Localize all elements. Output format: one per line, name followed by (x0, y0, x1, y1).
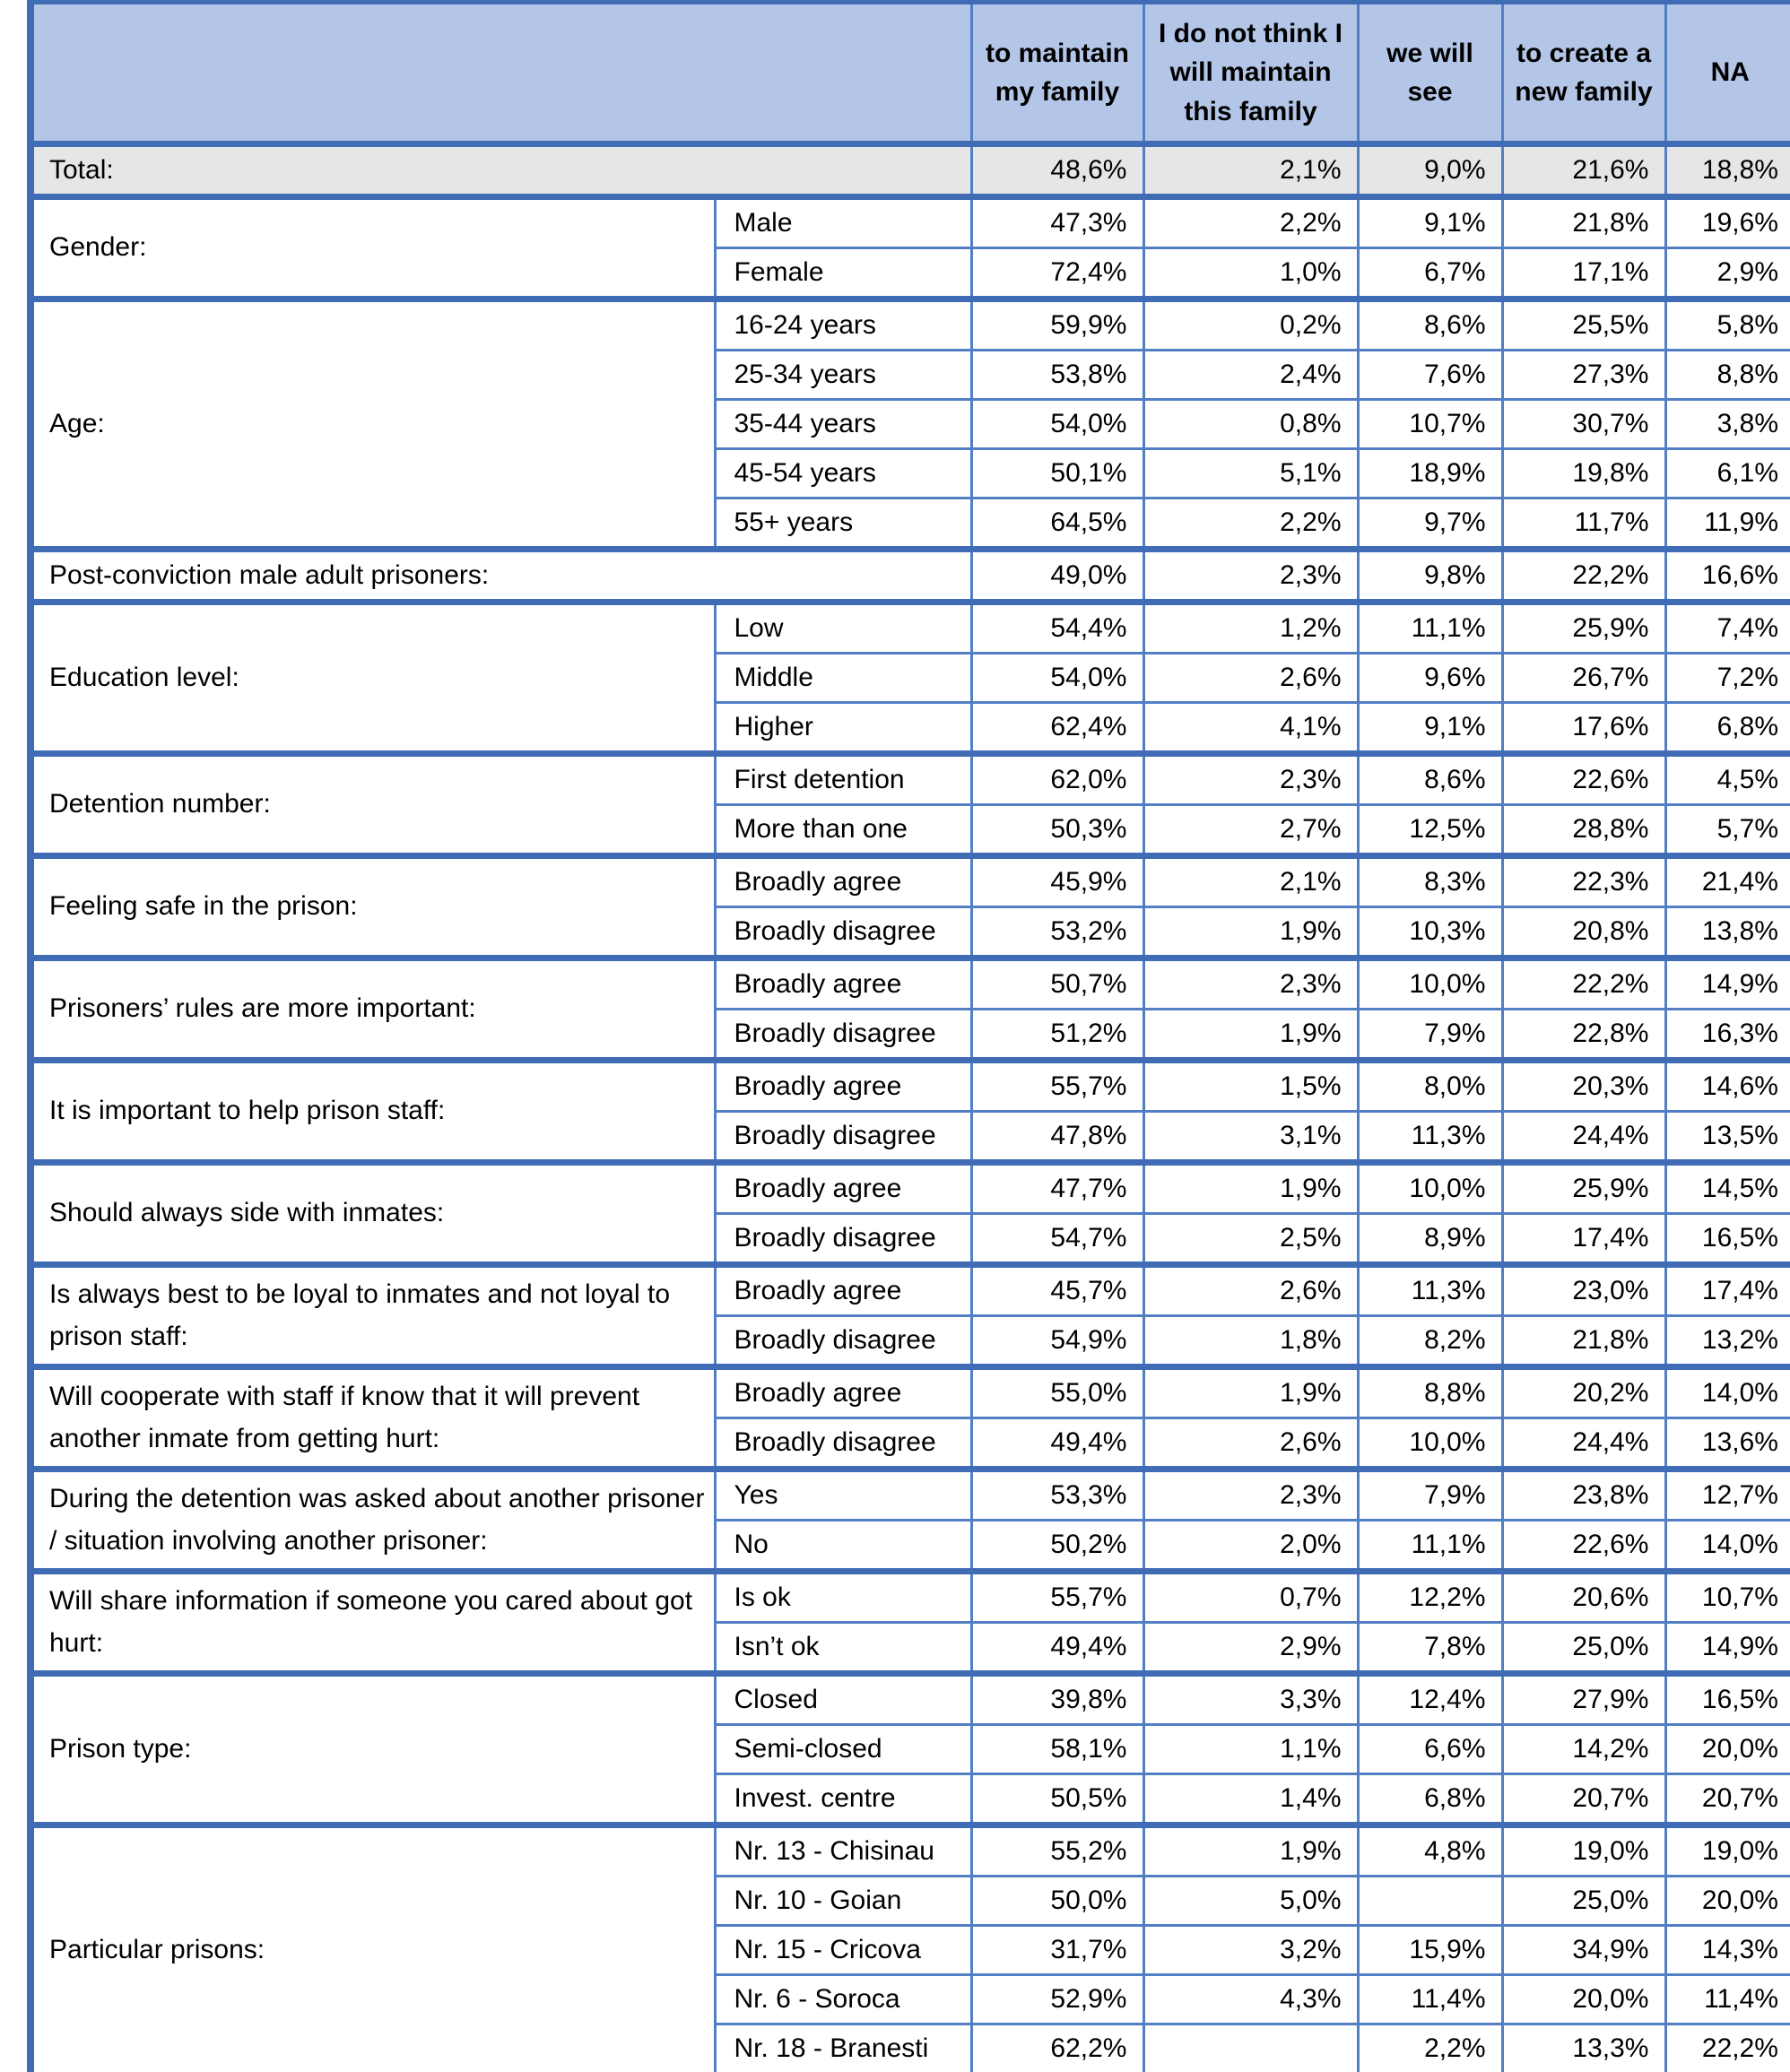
subcategory-cell: Low (715, 603, 971, 654)
subcategory-cell: Broadly agree (715, 1367, 971, 1418)
table-group (30, 603, 1790, 754)
table-group (30, 1265, 1790, 1367)
subcategory-cell: Broadly disagree (715, 1214, 971, 1265)
value-cell: 5,8% (1665, 299, 1790, 351)
value-cell: 2,3% (1143, 958, 1358, 1010)
value-cell: 2,9% (1665, 248, 1790, 299)
subcategory-cell: Invest. centre (715, 1774, 971, 1825)
value-cell: 20,3% (1502, 1061, 1665, 1112)
value-cell: 1,1% (1143, 1725, 1358, 1774)
value-cell: 27,9% (1502, 1674, 1665, 1725)
value-cell: 8,6% (1358, 754, 1502, 805)
value-cell: 1,4% (1143, 1774, 1358, 1825)
table-row (30, 958, 1790, 1010)
table-group (30, 144, 1790, 197)
value-cell: 45,9% (971, 856, 1143, 907)
table-group (30, 1061, 1790, 1163)
table-header (30, 3, 1790, 144)
category-label-cell: Total: (30, 144, 971, 197)
value-cell: 24,4% (1502, 1112, 1665, 1163)
value-cell: 9,7% (1358, 498, 1502, 550)
value-cell: 20,0% (1665, 1725, 1790, 1774)
value-cell: 19,0% (1665, 1825, 1790, 1877)
table-group (30, 754, 1790, 856)
value-cell: 13,6% (1665, 1418, 1790, 1469)
value-cell: 25,0% (1502, 1877, 1665, 1926)
value-cell: 11,1% (1358, 1521, 1502, 1572)
value-cell: 19,0% (1502, 1825, 1665, 1877)
subcategory-cell: Male (715, 197, 971, 248)
subcategory-cell: 16-24 years (715, 299, 971, 351)
value-cell: 1,9% (1143, 1825, 1358, 1877)
value-cell: 8,0% (1358, 1061, 1502, 1112)
value-cell: 54,0% (971, 400, 1143, 449)
value-cell: 11,3% (1358, 1112, 1502, 1163)
table-row (30, 1367, 1790, 1418)
value-cell: 1,9% (1143, 1367, 1358, 1418)
category-cell: Gender: (30, 197, 715, 299)
table-group (30, 1674, 1790, 1825)
table-group (30, 1572, 1790, 1674)
value-cell: 53,3% (971, 1469, 1143, 1521)
category-cell: During the detention was asked about another prisoner / situation involving another prisoner: (30, 1469, 715, 1572)
subcategory-cell: Broadly disagree (715, 1418, 971, 1469)
value-cell: 59,9% (971, 299, 1143, 351)
value-cell: 49,4% (971, 1418, 1143, 1469)
value-cell: 11,4% (1358, 1975, 1502, 2024)
corner-cell (30, 3, 971, 144)
value-cell: 4,3% (1143, 1975, 1358, 2024)
value-cell: 30,7% (1502, 400, 1665, 449)
value-cell: 5,7% (1665, 805, 1790, 856)
value-cell: 26,7% (1502, 654, 1665, 703)
value-cell: 19,8% (1502, 449, 1665, 498)
category-cell: Education level: (30, 603, 715, 754)
value-cell: 6,8% (1358, 1774, 1502, 1825)
value-cell: 8,8% (1665, 351, 1790, 400)
value-cell: 4,1% (1143, 703, 1358, 754)
subcategory-cell: Yes (715, 1469, 971, 1521)
table-row (30, 754, 1790, 805)
value-cell: 2,6% (1143, 1418, 1358, 1469)
value-cell: 51,2% (971, 1010, 1143, 1061)
subcategory-cell: 55+ years (715, 498, 971, 550)
value-cell: 47,3% (971, 197, 1143, 248)
value-cell: 17,6% (1502, 703, 1665, 754)
column-header-not-maintain-family: I do not think I will maintain this family (1143, 3, 1358, 144)
value-cell: 7,2% (1665, 654, 1790, 703)
subcategory-cell: Broadly disagree (715, 1316, 971, 1367)
value-cell: 14,5% (1665, 1163, 1790, 1214)
value-cell: 20,0% (1502, 1975, 1665, 2024)
value-cell: 2,2% (1358, 2024, 1502, 2072)
subcategory-cell: 45-54 years (715, 449, 971, 498)
value-cell: 55,7% (971, 1572, 1143, 1623)
value-cell: 10,0% (1358, 1163, 1502, 1214)
value-cell: 7,9% (1358, 1010, 1502, 1061)
value-cell: 45,7% (971, 1265, 1143, 1316)
subcategory-cell: Broadly agree (715, 958, 971, 1010)
category-cell: Will share information if someone you cared about got hurt: (30, 1572, 715, 1674)
category-cell: Is always best to be loyal to inmates and not loyal to prison staff: (30, 1265, 715, 1367)
value-cell: 14,6% (1665, 1061, 1790, 1112)
value-cell: 7,9% (1358, 1469, 1502, 1521)
value-cell: 20,0% (1665, 1877, 1790, 1926)
value-cell (1358, 1877, 1502, 1926)
value-cell: 6,8% (1665, 703, 1790, 754)
table-row (30, 1469, 1790, 1521)
value-cell: 9,0% (1358, 144, 1502, 197)
value-cell: 22,6% (1502, 754, 1665, 805)
table-group (30, 856, 1790, 958)
value-cell: 17,1% (1502, 248, 1665, 299)
value-cell: 9,1% (1358, 703, 1502, 754)
value-cell: 50,0% (971, 1877, 1143, 1926)
value-cell: 1,0% (1143, 248, 1358, 299)
value-cell: 54,7% (971, 1214, 1143, 1265)
subcategory-cell: Broadly disagree (715, 907, 971, 958)
value-cell: 14,0% (1665, 1367, 1790, 1418)
value-cell: 18,8% (1665, 144, 1790, 197)
value-cell: 2,7% (1143, 805, 1358, 856)
subcategory-cell: Closed (715, 1674, 971, 1725)
value-cell: 47,8% (971, 1112, 1143, 1163)
value-cell: 10,0% (1358, 958, 1502, 1010)
subcategory-cell: First detention (715, 754, 971, 805)
value-cell: 54,4% (971, 603, 1143, 654)
subcategory-cell: No (715, 1521, 971, 1572)
category-label-cell: Post-conviction male adult prisoners: (30, 550, 971, 603)
category-cell: Detention number: (30, 754, 715, 856)
value-cell: 16,5% (1665, 1214, 1790, 1265)
value-cell: 24,4% (1502, 1418, 1665, 1469)
value-cell: 21,6% (1502, 144, 1665, 197)
value-cell: 2,5% (1143, 1214, 1358, 1265)
value-cell: 22,2% (1502, 958, 1665, 1010)
subcategory-cell: Broadly agree (715, 856, 971, 907)
value-cell: 20,7% (1502, 1774, 1665, 1825)
subcategory-cell: Semi-closed (715, 1725, 971, 1774)
subcategory-cell: Nr. 10 - Goian (715, 1877, 971, 1926)
table-row (30, 1674, 1790, 1725)
value-cell: 25,0% (1502, 1623, 1665, 1674)
value-cell: 39,8% (971, 1674, 1143, 1725)
table-group (30, 1367, 1790, 1469)
value-cell: 5,0% (1143, 1877, 1358, 1926)
value-cell: 47,7% (971, 1163, 1143, 1214)
subcategory-cell: Middle (715, 654, 971, 703)
category-cell: Prisoners’ rules are more important: (30, 958, 715, 1061)
table-row (30, 197, 1790, 248)
subcategory-cell: More than one (715, 805, 971, 856)
table-row (30, 299, 1790, 351)
value-cell: 12,7% (1665, 1469, 1790, 1521)
value-cell: 49,4% (971, 1623, 1143, 1674)
table-row (30, 603, 1790, 654)
table-group (30, 1163, 1790, 1265)
value-cell: 10,3% (1358, 907, 1502, 958)
table-group (30, 299, 1790, 550)
value-cell: 6,7% (1358, 248, 1502, 299)
value-cell: 10,7% (1358, 400, 1502, 449)
value-cell: 3,1% (1143, 1112, 1358, 1163)
value-cell: 50,2% (971, 1521, 1143, 1572)
value-cell: 13,5% (1665, 1112, 1790, 1163)
value-cell: 14,0% (1665, 1521, 1790, 1572)
value-cell: 12,2% (1358, 1572, 1502, 1623)
value-cell: 50,3% (971, 805, 1143, 856)
value-cell: 11,7% (1502, 498, 1665, 550)
subcategory-cell: 35-44 years (715, 400, 971, 449)
table-row (30, 856, 1790, 907)
category-cell: Particular prisons: (30, 1825, 715, 2072)
table-row (30, 1825, 1790, 1877)
value-cell: 62,0% (971, 754, 1143, 805)
value-cell: 13,3% (1502, 2024, 1665, 2072)
subcategory-cell: Female (715, 248, 971, 299)
value-cell: 6,6% (1358, 1725, 1502, 1774)
value-cell: 54,9% (971, 1316, 1143, 1367)
value-cell: 12,4% (1358, 1674, 1502, 1725)
value-cell: 21,4% (1665, 856, 1790, 907)
value-cell: 11,3% (1358, 1265, 1502, 1316)
subcategory-cell: Isn’t ok (715, 1623, 971, 1674)
value-cell: 62,4% (971, 703, 1143, 754)
value-cell: 0,7% (1143, 1572, 1358, 1623)
value-cell: 20,8% (1502, 907, 1665, 958)
value-cell: 27,3% (1502, 351, 1665, 400)
value-cell: 11,1% (1358, 603, 1502, 654)
value-cell: 0,8% (1143, 400, 1358, 449)
table-group (30, 958, 1790, 1061)
table-group (30, 197, 1790, 299)
value-cell: 21,8% (1502, 1316, 1665, 1367)
value-cell: 3,3% (1143, 1674, 1358, 1725)
subcategory-cell: Broadly disagree (715, 1112, 971, 1163)
value-cell: 16,6% (1665, 550, 1790, 603)
value-cell: 8,9% (1358, 1214, 1502, 1265)
subcategory-cell: Nr. 13 - Chisinau (715, 1825, 971, 1877)
value-cell: 53,8% (971, 351, 1143, 400)
value-cell: 14,9% (1665, 958, 1790, 1010)
value-cell: 8,2% (1358, 1316, 1502, 1367)
survey-results-table-wrap (27, 0, 1790, 2072)
value-cell: 16,5% (1665, 1674, 1790, 1725)
value-cell: 22,6% (1502, 1521, 1665, 1572)
survey-results-table (27, 0, 1790, 2072)
value-cell: 55,2% (971, 1825, 1143, 1877)
subcategory-cell: Broadly disagree (715, 1010, 971, 1061)
value-cell: 18,9% (1358, 449, 1502, 498)
subcategory-cell: Broadly agree (715, 1265, 971, 1316)
value-cell: 22,8% (1502, 1010, 1665, 1061)
value-cell: 2,2% (1143, 197, 1358, 248)
category-cell: It is important to help prison staff: (30, 1061, 715, 1163)
value-cell: 2,6% (1143, 1265, 1358, 1316)
table-row (30, 1163, 1790, 1214)
subcategory-cell: Higher (715, 703, 971, 754)
value-cell: 1,2% (1143, 603, 1358, 654)
value-cell: 54,0% (971, 654, 1143, 703)
table-group (30, 1469, 1790, 1572)
subcategory-cell: 25-34 years (715, 351, 971, 400)
category-cell: Age: (30, 299, 715, 550)
value-cell: 22,2% (1665, 2024, 1790, 2072)
value-cell: 48,6% (971, 144, 1143, 197)
value-cell: 55,0% (971, 1367, 1143, 1418)
value-cell: 2,1% (1143, 856, 1358, 907)
column-header-create-new-family: to create a new family (1502, 3, 1665, 144)
subcategory-cell: Nr. 6 - Soroca (715, 1975, 971, 2024)
value-cell: 17,4% (1502, 1214, 1665, 1265)
value-cell: 2,3% (1143, 1469, 1358, 1521)
value-cell: 1,8% (1143, 1316, 1358, 1367)
value-cell: 50,1% (971, 449, 1143, 498)
value-cell: 2,1% (1143, 144, 1358, 197)
table-row (30, 144, 1790, 197)
value-cell: 8,3% (1358, 856, 1502, 907)
column-header-we-will-see: we will see (1358, 3, 1502, 144)
value-cell: 50,7% (971, 958, 1143, 1010)
value-cell: 49,0% (971, 550, 1143, 603)
value-cell: 9,8% (1358, 550, 1502, 603)
subcategory-cell: Nr. 15 - Cricova (715, 1926, 971, 1975)
column-header-na: NA (1665, 3, 1790, 144)
value-cell: 52,9% (971, 1975, 1143, 2024)
category-cell: Will cooperate with staff if know that it will prevent another inmate from getting hurt: (30, 1367, 715, 1469)
value-cell: 9,6% (1358, 654, 1502, 703)
value-cell: 17,4% (1665, 1265, 1790, 1316)
value-cell: 9,1% (1358, 197, 1502, 248)
value-cell: 20,7% (1665, 1774, 1790, 1825)
value-cell: 11,9% (1665, 498, 1790, 550)
value-cell: 3,2% (1143, 1926, 1358, 1975)
value-cell: 20,6% (1502, 1572, 1665, 1623)
table-group (30, 550, 1790, 603)
value-cell: 55,7% (971, 1061, 1143, 1112)
value-cell: 21,8% (1502, 197, 1665, 248)
value-cell: 1,9% (1143, 1010, 1358, 1061)
value-cell: 72,4% (971, 248, 1143, 299)
value-cell: 14,2% (1502, 1725, 1665, 1774)
value-cell: 8,6% (1358, 299, 1502, 351)
value-cell: 22,3% (1502, 856, 1665, 907)
value-cell: 7,4% (1665, 603, 1790, 654)
value-cell: 7,8% (1358, 1623, 1502, 1674)
value-cell: 28,8% (1502, 805, 1665, 856)
category-cell: Should always side with inmates: (30, 1163, 715, 1265)
value-cell: 50,5% (971, 1774, 1143, 1825)
subcategory-cell: Is ok (715, 1572, 971, 1623)
value-cell: 13,8% (1665, 907, 1790, 958)
value-cell: 62,2% (971, 2024, 1143, 2072)
value-cell: 12,5% (1358, 805, 1502, 856)
value-cell: 8,8% (1358, 1367, 1502, 1418)
value-cell: 19,6% (1665, 197, 1790, 248)
value-cell: 7,6% (1358, 351, 1502, 400)
table-row (30, 1061, 1790, 1112)
header-row (30, 3, 1790, 144)
value-cell: 58,1% (971, 1725, 1143, 1774)
category-cell: Feeling safe in the prison: (30, 856, 715, 958)
value-cell: 3,8% (1665, 400, 1790, 449)
value-cell: 34,9% (1502, 1926, 1665, 1975)
value-cell: 23,8% (1502, 1469, 1665, 1521)
subcategory-cell: Broadly agree (715, 1061, 971, 1112)
value-cell: 2,4% (1143, 351, 1358, 400)
value-cell: 1,9% (1143, 1163, 1358, 1214)
value-cell: 25,5% (1502, 299, 1665, 351)
value-cell (1143, 2024, 1358, 2072)
value-cell: 2,2% (1143, 498, 1358, 550)
value-cell: 15,9% (1358, 1926, 1502, 1975)
value-cell: 14,3% (1665, 1926, 1790, 1975)
value-cell: 2,6% (1143, 654, 1358, 703)
value-cell: 16,3% (1665, 1010, 1790, 1061)
value-cell: 64,5% (971, 498, 1143, 550)
value-cell: 31,7% (971, 1926, 1143, 1975)
value-cell: 2,3% (1143, 550, 1358, 603)
value-cell: 25,9% (1502, 1163, 1665, 1214)
value-cell: 11,4% (1665, 1975, 1790, 2024)
value-cell: 53,2% (971, 907, 1143, 958)
value-cell: 10,7% (1665, 1572, 1790, 1623)
column-header-maintain-family: to maintain my family (971, 3, 1143, 144)
table-row (30, 550, 1790, 603)
subcategory-cell: Broadly agree (715, 1163, 971, 1214)
value-cell: 2,0% (1143, 1521, 1358, 1572)
value-cell: 20,2% (1502, 1367, 1665, 1418)
value-cell: 13,2% (1665, 1316, 1790, 1367)
value-cell: 1,9% (1143, 907, 1358, 958)
value-cell: 2,9% (1143, 1623, 1358, 1674)
value-cell: 22,2% (1502, 550, 1665, 603)
table-group (30, 1825, 1790, 2072)
value-cell: 4,5% (1665, 754, 1790, 805)
value-cell: 10,0% (1358, 1418, 1502, 1469)
category-cell: Prison type: (30, 1674, 715, 1825)
value-cell: 4,8% (1358, 1825, 1502, 1877)
value-cell: 5,1% (1143, 449, 1358, 498)
value-cell: 2,3% (1143, 754, 1358, 805)
table-row (30, 1265, 1790, 1316)
value-cell: 1,5% (1143, 1061, 1358, 1112)
subcategory-cell: Nr. 18 - Branesti (715, 2024, 971, 2072)
value-cell: 0,2% (1143, 299, 1358, 351)
value-cell: 23,0% (1502, 1265, 1665, 1316)
table-row (30, 1572, 1790, 1623)
value-cell: 25,9% (1502, 603, 1665, 654)
value-cell: 14,9% (1665, 1623, 1790, 1674)
value-cell: 6,1% (1665, 449, 1790, 498)
